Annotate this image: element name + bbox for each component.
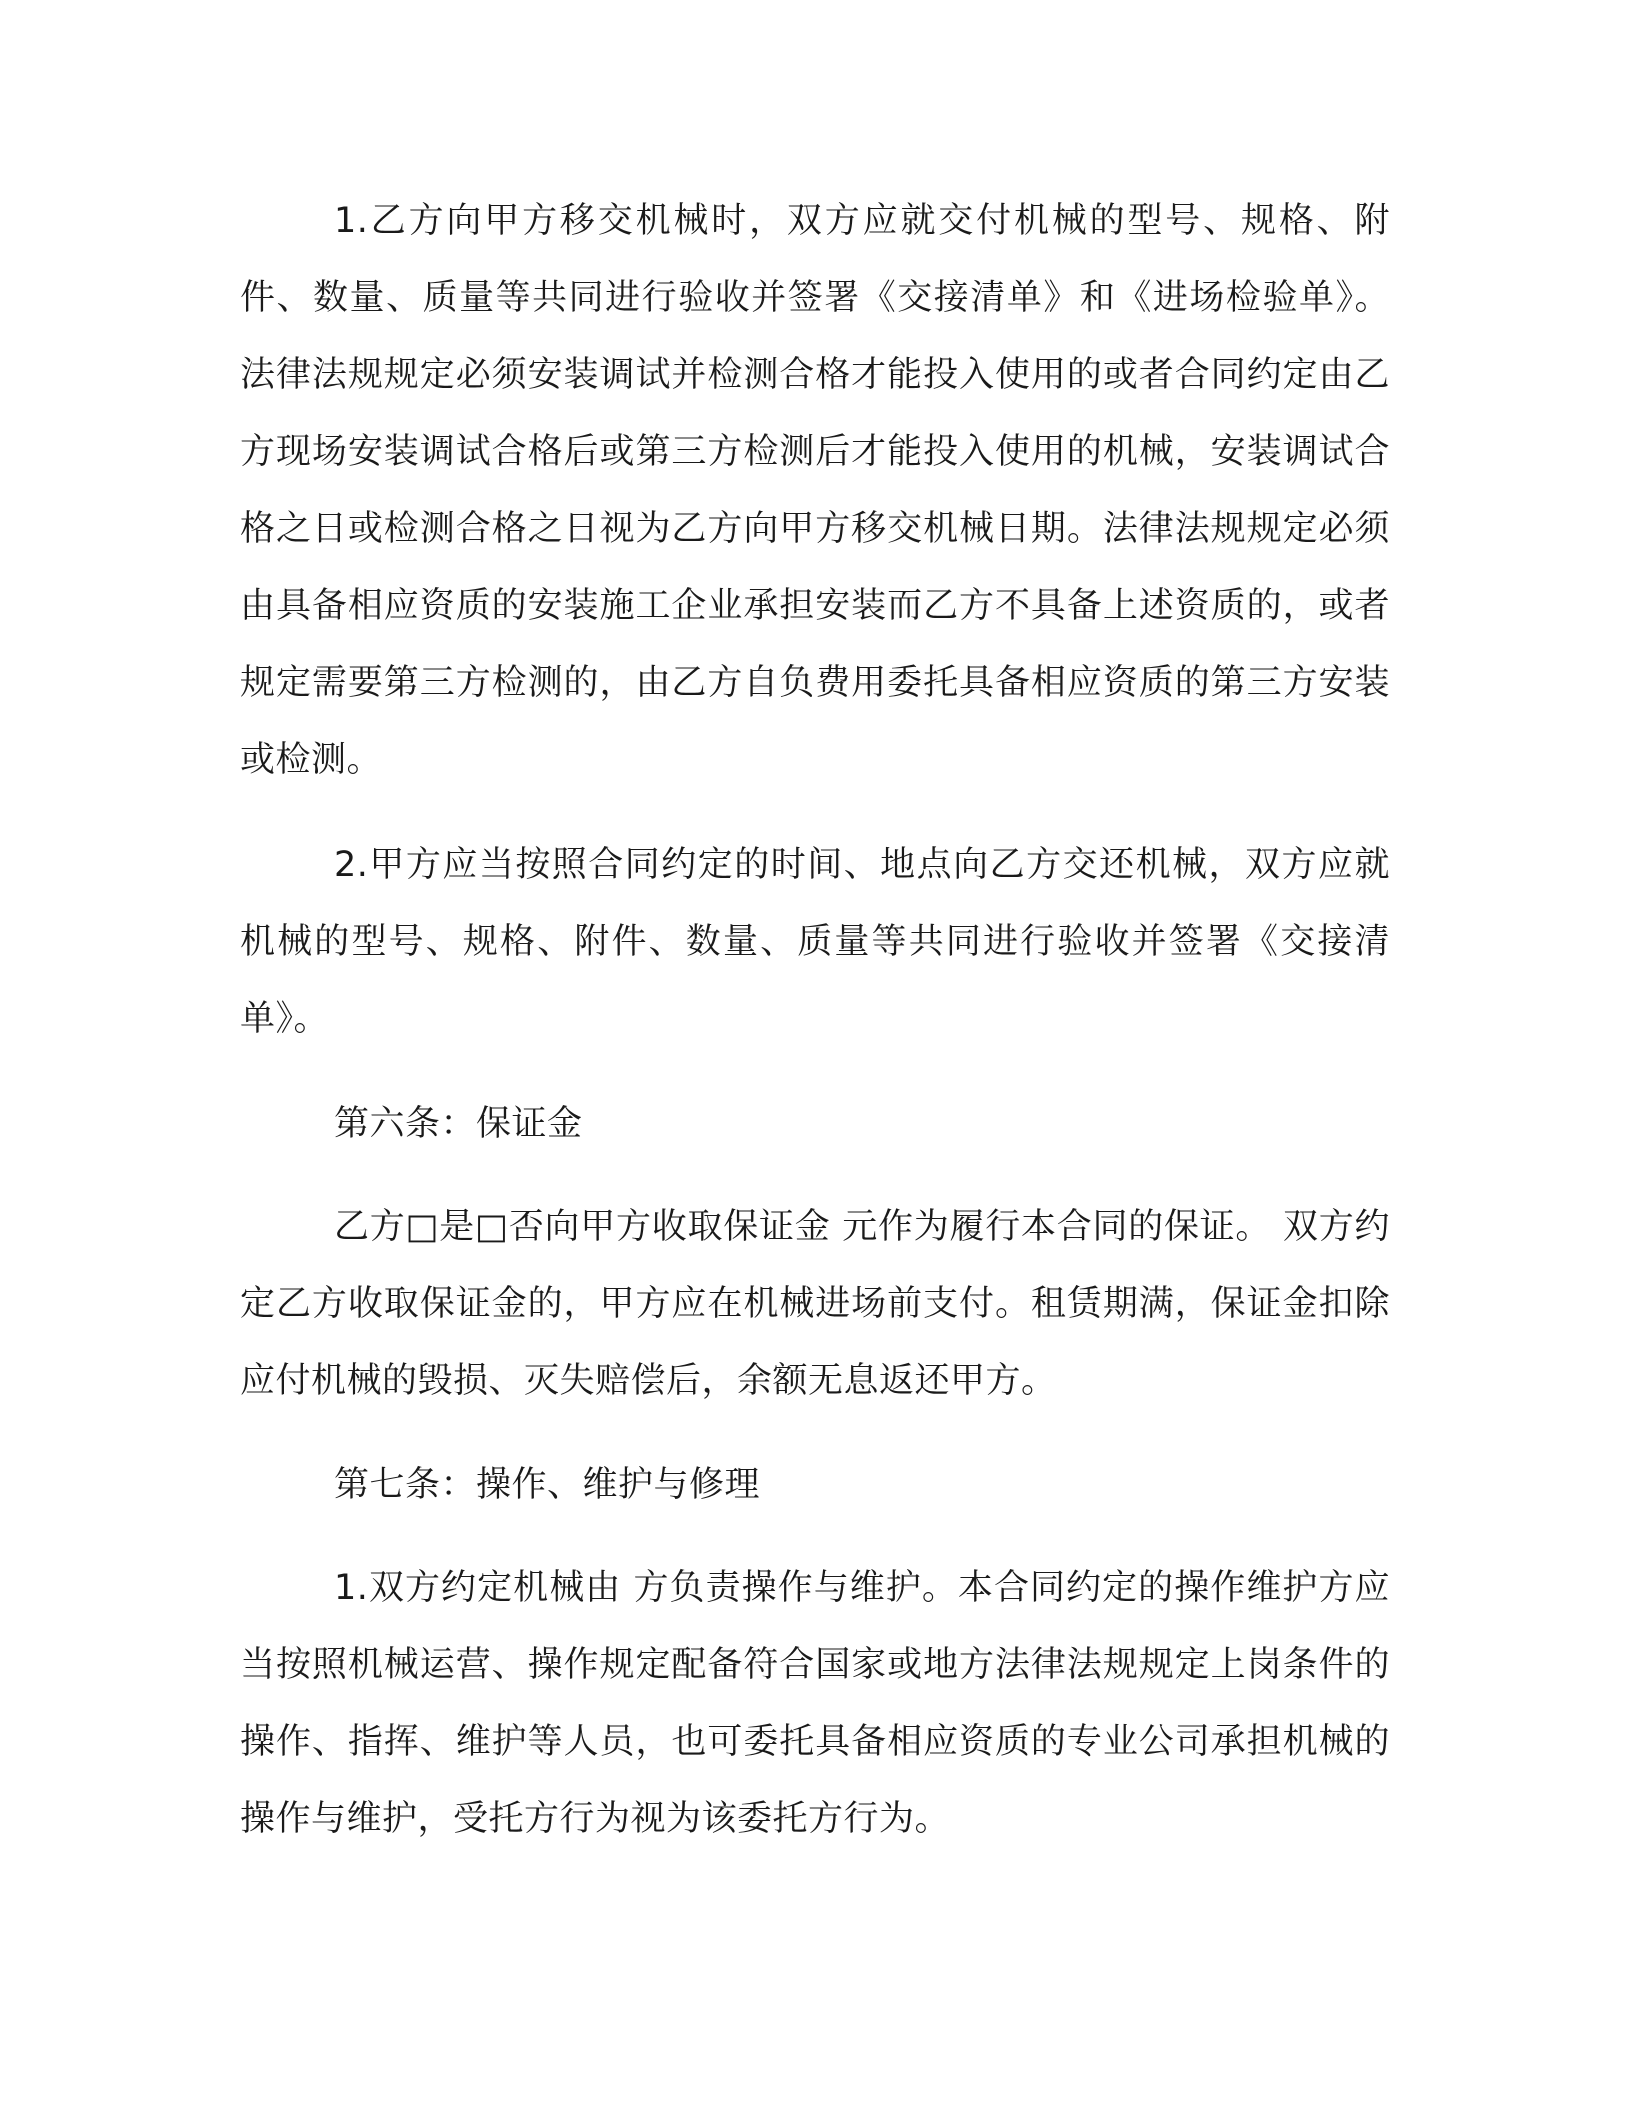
paragraph-deposit-terms (240, 1189, 1390, 1420)
paragraph-text: 1.双方约定机械由 方负责操作与维护。本合同约定的操作维护方应当按照机械运营、操作规定配备符合国家或地方法律法规规定上岗条件的操作、指挥、维护等人员，也可委托具备相应资质的专业公司承担机械的操作与维护，受托方行为视为该委托方行为。 (240, 1568, 1390, 1839)
paragraph-text: 乙方□是□否向甲方收取保证金 元作为履行本合同的保证。 双方约定乙方收取保证金的，甲方应在机械进场前支付。租赁期满，保证金扣除应付机械的毁损、灭失赔偿后，余额无息返还甲方。 (240, 1207, 1390, 1401)
heading-text: 第六条：保证金 (334, 1104, 583, 1144)
paragraph-text: 2.甲方应当按照合同约定的时间、地点向乙方交还机械，双方应就机械的型号、规格、附件、数量、质量等共同进行验收并签署《交接清单》。 (240, 845, 1390, 1039)
paragraph-return-procedure (240, 827, 1390, 1058)
heading-text: 第七条：操作、维护与修理 (334, 1465, 761, 1505)
section-heading-operation-maintenance (240, 1447, 1390, 1524)
paragraph-operation-terms (240, 1550, 1390, 1858)
section-heading-deposit (240, 1086, 1390, 1163)
paragraph-handover-procedure (240, 183, 1390, 799)
paragraph-text: 1.乙方向甲方移交机械时，双方应就交付机械的型号、规格、附件、数量、质量等共同进行验收并签署《交接清单》和《进场检验单》。法律法规规定必须安装调试并检测合格才能投入使用的或者合同约定由乙方现场安装调试合格后或第三方检测后才能投入使用的机械，安装调试合格之日或检测合格之日视为乙方向甲方移交机械日期。法律法规规定必须由具备相应资质的安装施工企业承担安装而乙方不具备上述资质的，或者规定需要第三方检测的，由乙方自负费用委托具备相应资质的第三方安装或检测。 (240, 201, 1390, 780)
